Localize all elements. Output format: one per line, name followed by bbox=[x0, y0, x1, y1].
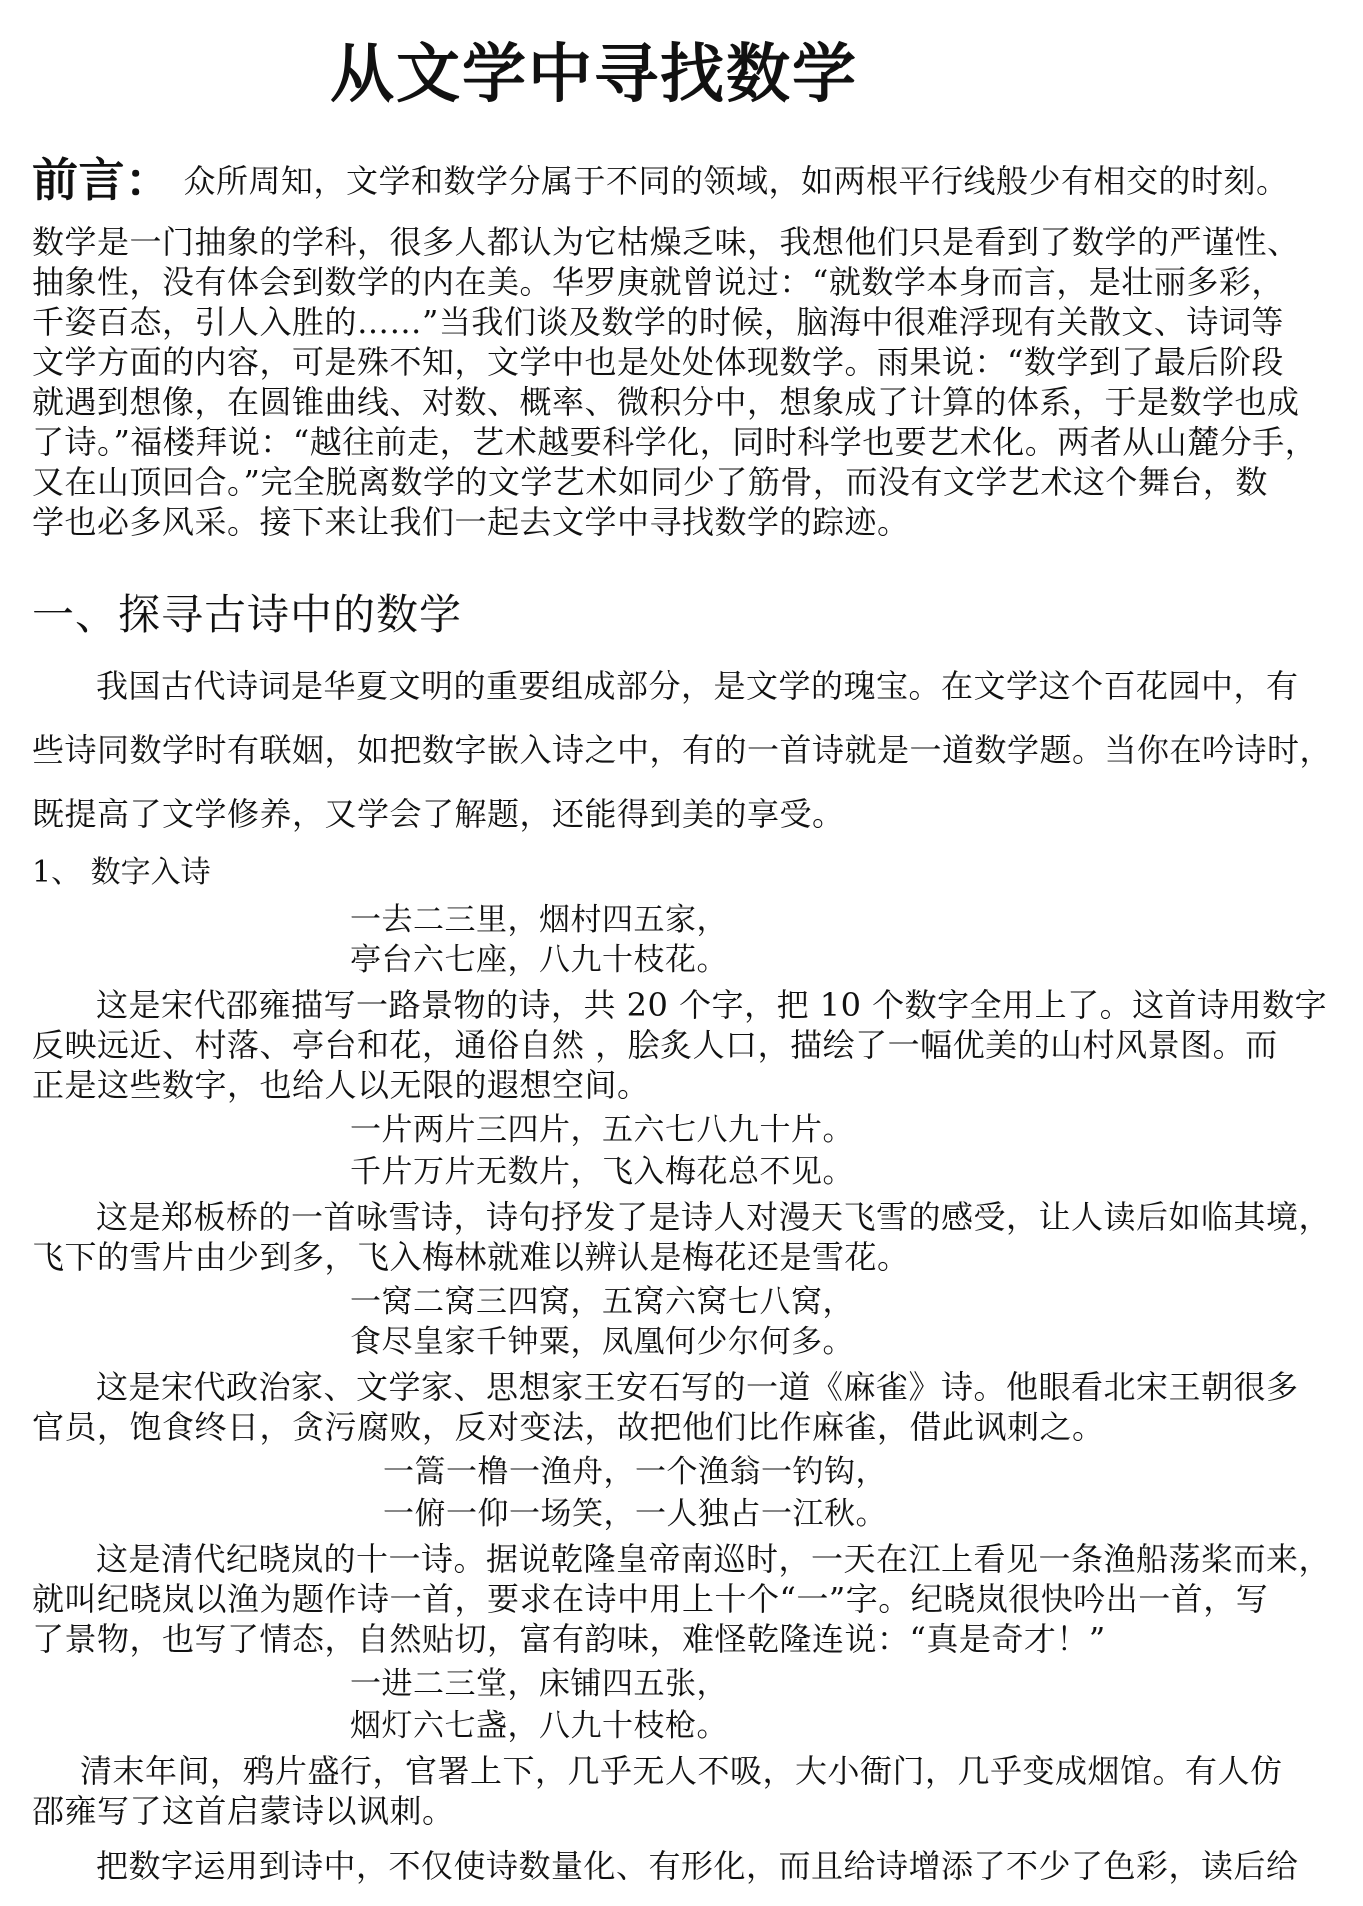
commentary-line: 正是这些数字，也给人以无限的遐想空间。 bbox=[32, 1066, 650, 1104]
section-heading: 一、探寻古诗中的数学 bbox=[32, 590, 463, 639]
commentary-line: 清末年间，鸦片盛行，官署上下，几乎无人不吸，大小衙门，几乎变成烟馆。有人仿 bbox=[80, 1752, 1283, 1790]
poem-line: 一篙一橹一渔舟，一个渔翁一钓钩， bbox=[383, 1454, 887, 1490]
commentary-line: 了景物，也写了情态，自然贴切，富有韵味，难怪乾隆连说：“真是奇才！” bbox=[32, 1620, 1106, 1658]
section-intro-line: 我国古代诗词是华夏文明的重要组成部分，是文学的瑰宝。在文学这个百花园中，有 bbox=[96, 667, 1299, 705]
section-intro-line: 既提高了文学修养，又学会了解题，还能得到美的享受。 bbox=[32, 795, 845, 833]
commentary-line: 这是宋代邵雍描写一路景物的诗，共 20 个字，把 10 个数字全用上了。这首诗用数字 bbox=[96, 986, 1328, 1024]
poem-line: 一俯一仰一场笑，一人独占一江秋。 bbox=[383, 1496, 887, 1532]
commentary-line: 这是宋代政治家、文学家、思想家王安石写的一道《麻雀》诗。他眼看北宋王朝很多 bbox=[96, 1368, 1299, 1406]
commentary-line: 官员，饱食终日，贪污腐败，反对变法，故把他们比作麻雀，借此讽刺之。 bbox=[32, 1408, 1105, 1446]
preface-line: 了诗。”福楼拜说：“越往前走，艺术越要科学化，同时科学也要艺术化。两者从山麓分手， bbox=[32, 423, 1318, 461]
subsection-heading: 1、 数字入诗 bbox=[32, 855, 211, 890]
commentary-line: 把数字运用到诗中，不仅使诗数量化、有形化，而且给诗增添了不少了色彩，读后给 bbox=[96, 1847, 1299, 1885]
preface-line: 千姿百态，引人入胜的……”当我们谈及数学的时候，脑海中很难浮现有关散文、诗词等 bbox=[32, 303, 1284, 341]
commentary-line: 反映远近、村落、亭台和花，通俗自然 ，脍炙人口，描绘了一幅优美的山村风景图。而 bbox=[32, 1026, 1278, 1064]
poem-line: 烟灯六七盏，八九十枝枪。 bbox=[350, 1708, 728, 1744]
document-title: 从文学中寻找数学 bbox=[330, 38, 858, 112]
poem-line: 一进二三堂，床铺四五张， bbox=[350, 1666, 728, 1702]
poem-line: 一去二三里，烟村四五家， bbox=[350, 902, 728, 938]
poem-line: 千片万片无数片，飞入梅花总不见。 bbox=[350, 1154, 854, 1190]
commentary-line: 飞下的雪片由少到多，飞入梅林就难以辨认是梅花还是雪花。 bbox=[32, 1238, 910, 1276]
commentary-line: 就叫纪晓岚以渔为题作诗一首，要求在诗中用上十个“一”字。纪晓岚很快吟出一首，写 bbox=[32, 1580, 1269, 1618]
preface-first-line bbox=[32, 153, 1289, 207]
commentary-line: 邵雍写了这首启蒙诗以讽刺。 bbox=[32, 1792, 455, 1830]
poem-line: 食尽皇家千钟粟，凤凰何少尔何多。 bbox=[350, 1324, 854, 1360]
preface-line: 文学方面的内容，可是殊不知，文学中也是处处体现数学。雨果说：“数学到了最后阶段 bbox=[32, 343, 1284, 381]
section-intro-line: 些诗同数学时有联姻，如把数字嵌入诗之中，有的一首诗就是一道数学题。当你在吟诗时， bbox=[32, 731, 1333, 769]
poem-line: 亭台六七座，八九十枝花。 bbox=[350, 942, 728, 978]
poem-line: 一片两片三四片，五六七八九十片。 bbox=[350, 1112, 854, 1148]
preface-line: 学也必多风采。接下来让我们一起去文学中寻找数学的踪迹。 bbox=[32, 503, 910, 541]
preface-text: 众所周知，文学和数学分属于不同的领域，如两根平行线般少有相交的时刻。 bbox=[183, 162, 1289, 200]
commentary-line: 这是清代纪晓岚的十一诗。据说乾隆皇帝南巡时，一天在江上看见一条渔船荡桨而来， bbox=[96, 1540, 1332, 1578]
preface-line: 抽象性，没有体会到数学的内在美。华罗庚就曾说过：“就数学本身而言，是壮丽多彩， bbox=[32, 263, 1284, 301]
preface-label: 前言： bbox=[32, 153, 172, 207]
preface-line: 数学是一门抽象的学科，很多人都认为它枯燥乏味，我想他们只是看到了数学的严谨性、 bbox=[32, 223, 1300, 261]
preface-line: 就遇到想像，在圆锥曲线、对数、概率、微积分中，想象成了计算的体系，于是数学也成 bbox=[32, 383, 1300, 421]
preface-line: 又在山顶回合。”完全脱离数学的文学艺术如同少了筋骨，而没有文学艺术这个舞台，数 bbox=[32, 463, 1268, 501]
commentary-line: 这是郑板桥的一首咏雪诗，诗句抒发了是诗人对漫天飞雪的感受，让人读后如临其境， bbox=[96, 1198, 1332, 1236]
poem-line: 一窝二窝三四窝，五窝六窝七八窝， bbox=[350, 1284, 854, 1320]
